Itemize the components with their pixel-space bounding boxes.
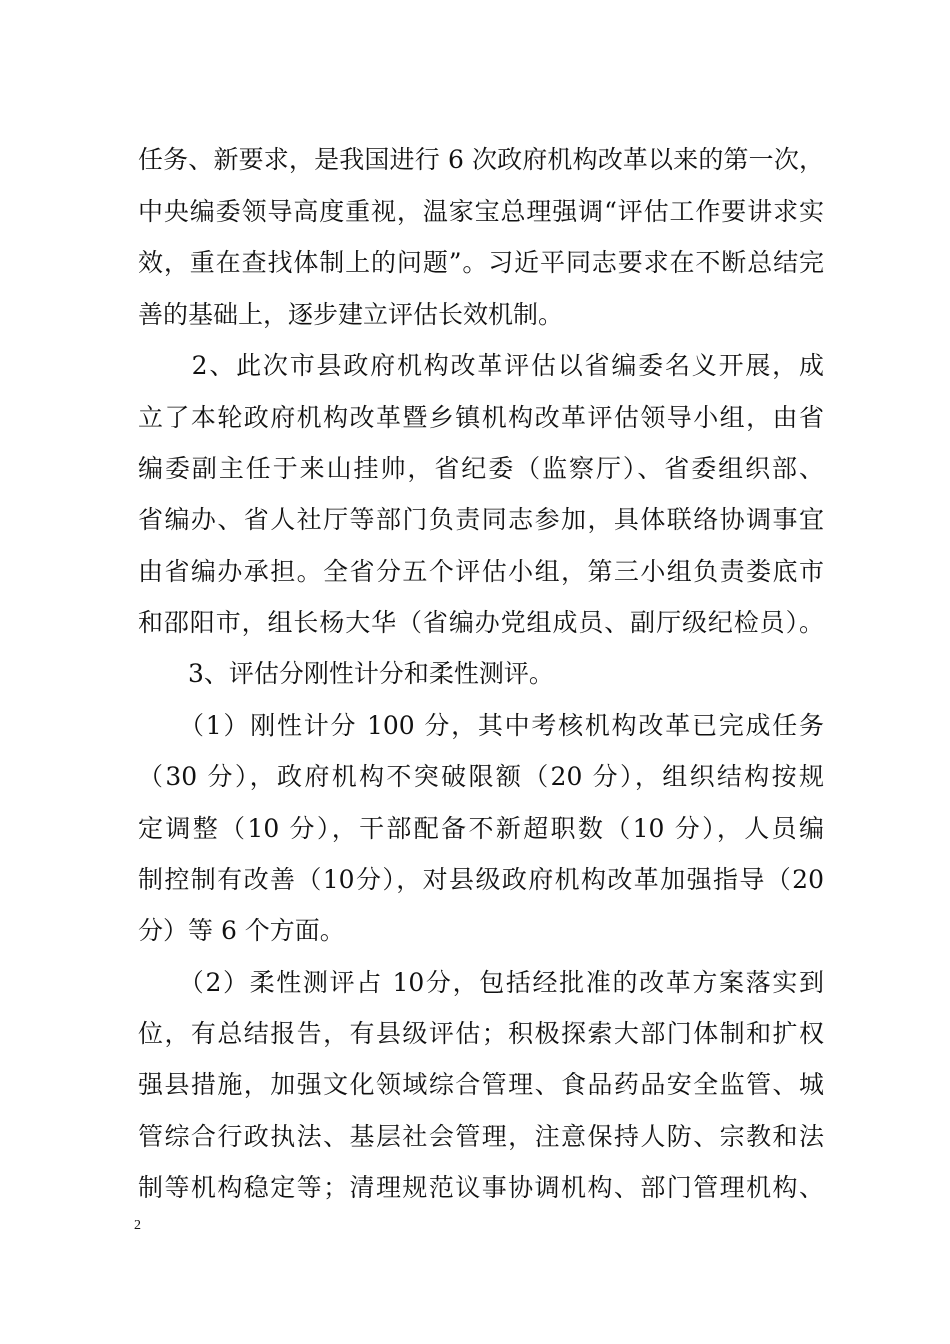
text-line: 省编办、省人社厅等部门负责同志参加，具体联络协调事宜 bbox=[138, 505, 824, 534]
text-line: 和邵阳市，组长杨大华（省编办党组成员、副厅级纪检员）。 bbox=[138, 608, 824, 637]
text-line: 由省编办承担。全省分五个评估小组，第三小组负责娄底市 bbox=[138, 557, 824, 586]
text-line: 管综合行政执法、基层社会管理，注意保持人防、宗教和法 bbox=[138, 1122, 824, 1151]
text-line: 制控制有改善（10分），对县级政府机构改革加强指导（20 bbox=[138, 865, 824, 894]
text-line: （1）刚性计分 100 分，其中考核机构改革已完成任务 bbox=[138, 711, 824, 740]
text-line: 任务、新要求，是我国进行 6 次政府机构改革以来的第一次， bbox=[138, 145, 824, 174]
text-line: 立了本轮政府机构改革暨乡镇机构改革评估领导小组，由省 bbox=[138, 403, 824, 432]
text-line: 效，重在查找体制上的问题”。习近平同志要求在不断总结完 bbox=[138, 248, 824, 277]
text-line: 强县措施，加强文化领域综合管理、食品药品安全监管、城 bbox=[138, 1070, 824, 1099]
page-number: 2 bbox=[134, 1218, 141, 1233]
text-line: 善的基础上，逐步建立评估长效机制。 bbox=[138, 300, 564, 329]
text-line: 2、此次市县政府机构改革评估以省编委名义开展，成 bbox=[138, 351, 824, 380]
text-line: （30 分），政府机构不突破限额（20 分），组织结构按规 bbox=[138, 762, 824, 791]
text-line: 3、评估分刚性计分和柔性测评。 bbox=[138, 659, 554, 688]
text-line: 位，有总结报告，有县级评估；积极探索大部门体制和扩权 bbox=[138, 1019, 824, 1048]
text-line: 定调整（10 分），干部配备不新超职数（10 分），人员编 bbox=[138, 814, 824, 843]
text-line: 分）等 6 个方面。 bbox=[138, 916, 345, 945]
text-line: 制等机构稳定等；清理规范议事协调机构、部门管理机构、 bbox=[138, 1173, 824, 1202]
text-line: （2）柔性测评占 10分，包括经批准的改革方案落实到 bbox=[138, 968, 824, 997]
text-line: 中央编委领导高度重视，温家宝总理强调“评估工作要讲求实 bbox=[138, 197, 824, 226]
text-line: 编委副主任于来山挂帅，省纪委（监察厅）、省委组织部、 bbox=[138, 454, 824, 483]
